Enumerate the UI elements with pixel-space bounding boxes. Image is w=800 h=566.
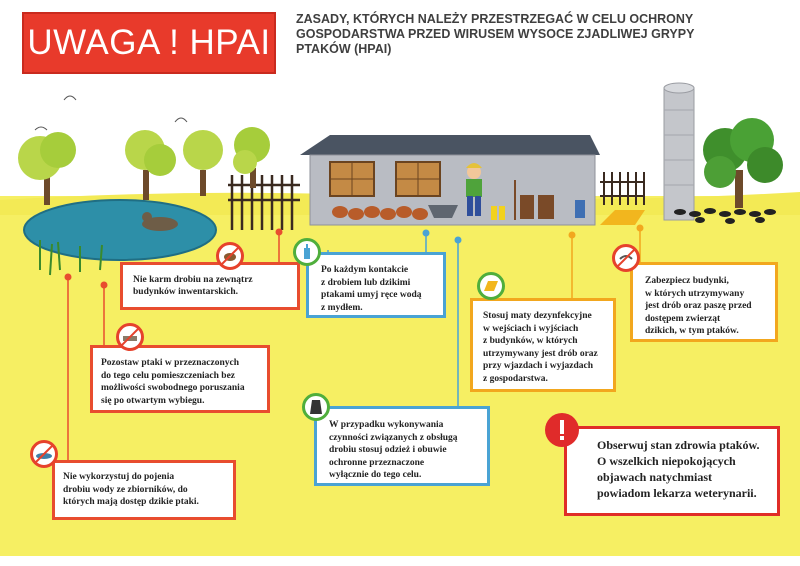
rule-text-line: z budynków, w których — [483, 336, 578, 346]
pond — [24, 200, 216, 260]
rule-text-line: Nie wykorzystuj do pojenia — [63, 472, 175, 482]
rule-text-line: powiadom lekarza weterynarii. — [597, 486, 757, 500]
rule-text-line: drobiu wody ze zbiorników, do — [63, 484, 188, 495]
rule-text-line: Po każdym kontakcie — [321, 265, 409, 275]
rule-text-line: czynności związanych z obsługą — [329, 432, 458, 443]
page-title-line: PTAKÓW (HPAI) — [296, 42, 392, 56]
rule-text-line: W przypadku wykonywania — [329, 420, 444, 430]
rule-text-line: Obserwuj stan zdrowia ptaków. — [597, 438, 760, 452]
rule-text-line: O wszelkich niepokojących — [597, 454, 736, 468]
rule-text-line: dostępem zwierząt — [645, 313, 721, 324]
rule-text-line: jest drób oraz paszę przed — [645, 301, 752, 311]
soap-bottle-icon — [293, 238, 321, 266]
rule-text-line: możliwości swobodnego poruszania — [101, 383, 245, 393]
rule-text-line: przy wjazdach i wyjazdach — [483, 361, 594, 371]
rule-text-line: do tego celu pomieszczeniach bez — [101, 370, 236, 381]
rule-text-line: utrzymywany jest drób oraz — [483, 348, 598, 359]
rule-text-line: ptakami umyj ręce wodą — [321, 290, 422, 300]
rule-text-line: Zabezpiecz budynki, — [645, 276, 729, 286]
rule-wash-hands — [306, 252, 446, 318]
rule-text-line: objawach natychmiast — [597, 470, 713, 484]
no-pond-water-icon — [30, 440, 58, 468]
rule-text-line: wyłącznie do tego celu. — [329, 470, 422, 480]
page-title — [296, 12, 786, 57]
no-wild-birds-icon — [612, 244, 640, 272]
rule-text-line: Pozostaw ptaki w przeznaczonych — [101, 358, 239, 368]
rule-text-line: których mają dostęp dzikie ptaki. — [63, 497, 199, 507]
rule-no-wild-water — [52, 460, 236, 520]
rule-observe-health — [564, 426, 780, 516]
silo — [664, 83, 694, 220]
alert-icon — [545, 413, 579, 447]
no-feeding-icon — [216, 242, 244, 270]
rule-text-line: drobiu stosuj odzież i obuwie — [329, 445, 447, 455]
rule-text-line: z mydłem. — [321, 302, 363, 313]
rule-text-line: budynków inwentarskich. — [133, 287, 239, 297]
poultry-house — [300, 135, 600, 225]
rule-text-line: Stosuj maty dezynfekcyjne — [483, 311, 592, 321]
rule-text-line: w wejściach i wyjściach — [483, 323, 579, 334]
rule-keep-birds-indoors — [90, 345, 270, 413]
rule-text-line: z drobiem lub dzikimi — [321, 277, 411, 288]
warning-badge: UWAGA ! HPAI — [22, 12, 276, 74]
rule-protective-clothing — [314, 406, 490, 486]
disinfection-mat-icon — [477, 272, 505, 300]
rule-text-line: w których utrzymywany — [645, 288, 745, 299]
no-free-range-icon — [116, 323, 144, 351]
rule-text-line: z gospodarstwa. — [483, 373, 548, 384]
protective-apron-icon — [302, 393, 330, 421]
rule-text-line: dzikich, w tym ptaków. — [645, 326, 739, 336]
rule-text-line: Nie karm drobiu na zewnątrz — [133, 275, 253, 285]
rule-secure-buildings — [630, 262, 778, 342]
rule-no-outdoor-feeding — [120, 262, 300, 310]
rule-text-line: ochronne przeznaczone — [329, 457, 425, 468]
page-title-line: ZASADY, KTÓRYCH NALEŻY PRZESTRZEGAĆ W CELU OCHRONY — [296, 12, 694, 26]
rule-disinfection-mats — [470, 298, 616, 392]
rule-text-line: się po otwartym wybiegu. — [101, 395, 205, 406]
page-title-line: GOSPODARSTWA PRZED WIRUSEM WYSOCE ZJADLIWEJ GRYPY — [296, 27, 695, 41]
